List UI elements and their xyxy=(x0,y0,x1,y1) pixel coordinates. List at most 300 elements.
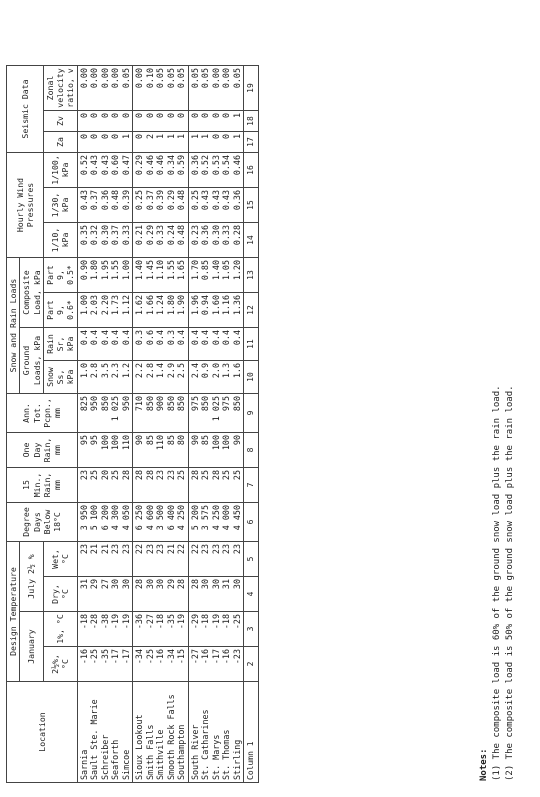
cell-value: 2.8 xyxy=(144,363,155,379)
cell-value: 2.5 xyxy=(176,363,186,379)
cell-value: 30 xyxy=(110,579,120,590)
cell-value: 0.37 xyxy=(110,225,120,246)
column-number: 19 xyxy=(244,66,259,111)
cell-value: 28 xyxy=(120,470,131,481)
zonal-velocity-header: Zonal velocity ratio, v xyxy=(43,66,77,111)
cell-value: 0.00 xyxy=(221,68,231,89)
cell-value: 30 xyxy=(120,579,131,590)
cell-value: 850 xyxy=(165,396,176,412)
cell-value: 0.39 xyxy=(120,190,131,211)
data-cell xyxy=(77,542,133,577)
cell-value: 0.00 xyxy=(78,68,89,89)
cell-value: 28 xyxy=(134,579,144,590)
data-cell xyxy=(133,542,189,577)
snow-rain-header: Snow and Rain Loads xyxy=(7,258,20,394)
cell-value: 850 xyxy=(200,396,210,412)
cell-value: 4 250 xyxy=(176,505,186,531)
data-cell xyxy=(77,66,133,111)
degree-days-header: Degree Days Below 18°C xyxy=(7,503,78,542)
cell-value: 0.05 xyxy=(155,68,165,89)
cell-value: 0.00 xyxy=(99,68,110,89)
cell-value: 850 xyxy=(99,396,110,412)
cell-value: 3 575 xyxy=(200,505,210,531)
cell-value: -16 xyxy=(78,649,89,665)
cell-value: 0.24 xyxy=(165,225,176,246)
cell-value: 5 200 xyxy=(189,505,200,531)
cell-value: 20 xyxy=(99,470,110,481)
cell-value: 0.59 xyxy=(176,155,186,176)
cell-value: -27 xyxy=(144,614,155,630)
cell-value: 0.29 xyxy=(165,190,176,211)
cell-value: 2.20 xyxy=(99,295,110,316)
cell-value: 0.29 xyxy=(144,225,155,246)
location-name: Sault Ste. Marie xyxy=(89,699,99,780)
data-cell xyxy=(77,111,133,132)
cell-value: 21 xyxy=(89,544,99,555)
column-number: Column 1 xyxy=(244,682,259,783)
data-cell xyxy=(188,577,244,612)
cell-value: 710 xyxy=(134,396,144,412)
cell-value: -16 xyxy=(221,649,231,665)
cell-value: 0 xyxy=(210,134,221,140)
column-number: 8 xyxy=(244,433,259,468)
cell-value: 28 xyxy=(189,579,200,590)
cell-value: 0 xyxy=(99,113,110,119)
data-cell xyxy=(77,577,133,612)
cell-value: -28 xyxy=(89,614,99,630)
cell-value: -19 xyxy=(120,614,131,630)
cell-value: 100 xyxy=(110,435,120,451)
cell-value: -19 xyxy=(176,614,186,630)
column-number: 3 xyxy=(244,612,259,647)
cell-value: 23 xyxy=(200,544,210,555)
data-cell xyxy=(188,223,244,258)
cell-value: 1 xyxy=(200,134,210,140)
data-cell xyxy=(188,188,244,223)
cell-value: 22 xyxy=(176,544,186,555)
cell-value: 1.16 xyxy=(221,295,231,316)
data-cell xyxy=(133,503,189,542)
cell-value: 21 xyxy=(99,544,110,555)
column-number: 5 xyxy=(244,542,259,577)
cell-value: 1.00 xyxy=(78,295,89,316)
cell-value: 1 xyxy=(231,113,242,119)
cell-value: 1.00 xyxy=(120,260,131,281)
cell-value: 1.0 xyxy=(78,363,89,379)
data-cell xyxy=(188,612,244,647)
cell-value: 0.9 xyxy=(200,363,210,379)
cell-value: 0 xyxy=(120,113,131,119)
cell-value: 0 xyxy=(89,134,99,140)
column-number: 6 xyxy=(244,503,259,542)
data-cell xyxy=(77,293,133,328)
cell-value: 0.33 xyxy=(221,225,231,246)
location-cell xyxy=(77,682,133,783)
column-number: 14 xyxy=(244,223,259,258)
location-name: Smithville xyxy=(155,729,165,780)
cell-value: 0 xyxy=(165,113,176,119)
cell-value: 0 xyxy=(210,113,221,119)
one-day-rain-header: One Day Rain, mm xyxy=(7,433,78,468)
data-cell xyxy=(133,394,189,433)
column-number: 4 xyxy=(244,577,259,612)
cell-value: 0.21 xyxy=(134,225,144,246)
cell-value: 0.37 xyxy=(144,190,155,211)
cell-value: 0.60 xyxy=(110,155,120,176)
cell-value: 1.90 xyxy=(176,295,186,316)
data-cell xyxy=(188,66,244,111)
column-number: 18 xyxy=(244,111,259,132)
cell-value: 0.46 xyxy=(231,155,242,176)
cell-value: -35 xyxy=(99,649,110,665)
location-cell xyxy=(133,682,189,783)
data-cell xyxy=(77,223,133,258)
cell-value: -25 xyxy=(231,614,242,630)
data-cell xyxy=(188,328,244,361)
cell-value: 4 450 xyxy=(231,505,242,531)
cell-value: 6 400 xyxy=(165,505,176,531)
cell-value: 0.23 xyxy=(189,225,200,246)
cell-value: 0.36 xyxy=(200,225,210,246)
cell-value: 25 xyxy=(110,470,120,481)
data-cell xyxy=(77,188,133,223)
cell-value: 1.80 xyxy=(89,260,99,281)
cell-value: 1.10 xyxy=(155,260,165,281)
data-cell xyxy=(77,394,133,433)
location-name: Schreiber xyxy=(99,734,110,780)
location-name: Sarnia xyxy=(78,749,89,780)
cell-value: 0.3 xyxy=(165,330,176,346)
hourly-wind-header: Hourly Wind Pressures xyxy=(7,153,44,258)
cell-value: 0.47 xyxy=(120,155,131,176)
cell-value: -34 xyxy=(134,649,144,665)
cell-value: -23 xyxy=(231,649,242,665)
cell-value: 1.95 xyxy=(99,260,110,281)
cell-value: 0.4 xyxy=(221,330,231,346)
table-body xyxy=(77,66,244,783)
cell-value: 0.05 xyxy=(165,68,176,89)
column-number-row xyxy=(244,66,259,783)
cell-value: 1.55 xyxy=(110,260,120,281)
cell-value: 0.4 xyxy=(200,330,210,346)
cell-value: 0.4 xyxy=(210,330,221,346)
data-cell xyxy=(188,468,244,503)
cell-value: 0 xyxy=(221,134,231,140)
cell-value: 0.32 xyxy=(89,225,99,246)
cell-value: 1 xyxy=(176,134,186,140)
cell-value: 30 xyxy=(200,579,210,590)
cell-value: 0 xyxy=(144,113,155,119)
cell-value: 0.4 xyxy=(231,330,242,346)
data-cell xyxy=(188,293,244,328)
cell-value: 110 xyxy=(155,435,165,451)
cell-value: 0.36 xyxy=(99,190,110,211)
cell-value: 23 xyxy=(78,544,89,555)
cell-value: 0 xyxy=(176,113,186,119)
cell-value: -17 xyxy=(110,649,120,665)
cell-value: 0.6 xyxy=(144,330,155,346)
location-name: Southampton xyxy=(176,724,186,780)
cell-value: 2 xyxy=(144,134,155,140)
cell-value: 0.4 xyxy=(176,330,186,346)
cell-value: 28 xyxy=(210,470,221,481)
cell-value: 0 xyxy=(110,134,120,140)
cell-value: -17 xyxy=(120,649,131,665)
cell-value: 1.45 xyxy=(144,260,155,281)
data-cell xyxy=(133,328,189,361)
cell-value: 0.25 xyxy=(189,190,200,211)
cell-value: 29 xyxy=(165,579,176,590)
cell-value: 1.6 xyxy=(231,363,242,379)
cell-value: -25 xyxy=(144,649,155,665)
cell-value: 95 xyxy=(78,435,89,446)
cell-value: 0.43 xyxy=(210,190,221,211)
cell-value: 0.00 xyxy=(134,68,144,89)
data-cell xyxy=(77,468,133,503)
data-cell xyxy=(188,153,244,188)
jan-25-header: 2½%, °C xyxy=(43,647,77,682)
data-cell xyxy=(77,612,133,647)
part-9-05-header: Part 9, 0.5* xyxy=(43,258,77,293)
cell-value: 22 xyxy=(134,544,144,555)
cell-value: 0.36 xyxy=(231,190,242,211)
cell-value: 0 xyxy=(110,113,120,119)
cell-value: 900 xyxy=(155,396,165,412)
cell-value: -19 xyxy=(210,614,221,630)
cell-value: 0.48 xyxy=(176,190,186,211)
data-cell xyxy=(133,111,189,132)
table-row-group xyxy=(133,66,189,783)
cell-value: 0.05 xyxy=(176,68,186,89)
notes-title: Notes: xyxy=(479,748,489,781)
cell-value: 1 025 xyxy=(210,396,221,422)
cell-value: 23 xyxy=(144,544,155,555)
cell-value: 1 xyxy=(189,134,200,140)
cell-value: 31 xyxy=(78,579,89,590)
july-dry-header: Dry, °C xyxy=(43,577,77,612)
location-name: Smooth Rock Falls xyxy=(165,694,176,780)
cell-value: 28 xyxy=(176,579,186,590)
cell-value: 0.39 xyxy=(155,190,165,211)
cell-value: -18 xyxy=(155,614,165,630)
july-header: July 2½ % xyxy=(20,542,44,612)
cell-value: 1.4 xyxy=(155,363,165,379)
data-cell xyxy=(133,132,189,153)
location-name: St. Catharines xyxy=(200,709,210,780)
jan-1-header: 1%, °C xyxy=(43,612,77,647)
cell-value: 0.25 xyxy=(134,190,144,211)
seismic-header: Seismic Data xyxy=(7,66,44,153)
cell-value: 23 xyxy=(221,544,231,555)
data-cell xyxy=(133,153,189,188)
cell-value: 2.4 xyxy=(189,363,200,379)
notes xyxy=(478,385,517,781)
location-name: Stirling xyxy=(231,739,242,780)
cell-value: 1 xyxy=(120,134,131,140)
data-cell xyxy=(133,258,189,293)
table-row-group xyxy=(77,66,133,783)
data-cell xyxy=(188,433,244,468)
cell-value: 90 xyxy=(134,435,144,446)
rain-sr-header: Rain Sr, kPa xyxy=(43,328,77,361)
cell-value: 30 xyxy=(144,579,155,590)
cell-value: 850 xyxy=(231,396,242,412)
cell-value: 2.3 xyxy=(110,363,120,379)
cell-value: 1.70 xyxy=(189,260,200,281)
data-cell xyxy=(133,612,189,647)
cell-value: -16 xyxy=(200,649,210,665)
cell-value: 1.73 xyxy=(110,295,120,316)
cell-value: 28 xyxy=(144,470,155,481)
cell-value: 0.29 xyxy=(134,155,144,176)
cell-value: 85 xyxy=(165,435,176,446)
cell-value: -34 xyxy=(165,649,176,665)
cell-value: 23 xyxy=(165,470,176,481)
cell-value: 825 xyxy=(78,396,89,412)
cell-value: 0.90 xyxy=(78,260,89,281)
cell-value: 3.5 xyxy=(99,363,110,379)
cell-value: 1 xyxy=(155,134,165,140)
wind-1-10-header: 1/10, kPa xyxy=(43,223,77,258)
data-cell xyxy=(133,361,189,394)
cell-value: -29 xyxy=(189,614,200,630)
cell-value: 0.28 xyxy=(231,225,242,246)
cell-value: 1.62 xyxy=(134,295,144,316)
cell-value: -35 xyxy=(165,614,176,630)
cell-value: 4 600 xyxy=(144,505,155,531)
column-number: 16 xyxy=(244,153,259,188)
cell-value: 0.00 xyxy=(210,68,221,89)
cell-value: 23 xyxy=(155,470,165,481)
cell-value: 0.34 xyxy=(165,155,176,176)
column-number: 17 xyxy=(244,132,259,153)
cell-value: 1.05 xyxy=(221,260,231,281)
data-cell xyxy=(188,542,244,577)
cell-value: 100 xyxy=(99,435,110,451)
cell-value: 85 xyxy=(144,435,155,446)
location-name: Simcoe xyxy=(120,749,131,780)
cell-value: 29 xyxy=(89,579,99,590)
column-number: 7 xyxy=(244,468,259,503)
cell-value: 850 xyxy=(144,396,155,412)
cell-value: -38 xyxy=(99,614,110,630)
cell-value: 0.43 xyxy=(78,190,89,211)
cell-value: 0.33 xyxy=(155,225,165,246)
cell-value: 5 100 xyxy=(89,505,99,531)
column-number: 9 xyxy=(244,394,259,433)
cell-value: 0.43 xyxy=(200,190,210,211)
annual-precip-header: Ann. Tot. Pcpn., mm xyxy=(7,394,78,433)
cell-value: 3 500 xyxy=(155,505,165,531)
cell-value: 0.4 xyxy=(120,330,131,346)
cell-value: 975 xyxy=(221,396,231,412)
cell-value: 0.00 xyxy=(110,68,120,89)
cell-value: 0.35 xyxy=(78,225,89,246)
data-cell xyxy=(77,361,133,394)
cell-value: 90 xyxy=(189,435,200,446)
data-cell xyxy=(133,647,189,682)
cell-value: 30 xyxy=(231,579,242,590)
cell-value: -18 xyxy=(78,614,89,630)
data-cell xyxy=(77,433,133,468)
cell-value: 1.3 xyxy=(221,363,231,379)
cell-value: 30 xyxy=(155,579,165,590)
cell-value: 0.30 xyxy=(210,225,221,246)
cell-value: 1 025 xyxy=(110,396,120,422)
cell-value: 1 xyxy=(231,134,242,140)
cell-value: 25 xyxy=(89,470,99,481)
data-cell xyxy=(188,111,244,132)
cell-value: 25 xyxy=(231,470,242,481)
column-number: 10 xyxy=(244,361,259,394)
cell-value: 31 xyxy=(221,579,231,590)
cell-value: -19 xyxy=(110,614,120,630)
cell-value: 2.8 xyxy=(89,363,99,379)
cell-value: 0 xyxy=(155,113,165,119)
part-9-06-header: Part 9, 0.6* xyxy=(43,293,77,328)
note-1: (1) The composite load is 60% of the ground snow load plus the rain load. xyxy=(492,385,503,781)
cell-value: 0.52 xyxy=(78,155,89,176)
cell-value: 0.30 xyxy=(99,225,110,246)
cell-value: 0.36 xyxy=(189,155,200,176)
cell-value: 1.60 xyxy=(210,295,221,316)
cell-value: 0 xyxy=(78,134,89,140)
location-name: South River xyxy=(189,724,200,780)
note-2: (2) The composite load is 50% of the ground snow load plus the rain load. xyxy=(505,385,516,781)
cell-value: 0 xyxy=(134,113,144,119)
cell-value: 4 300 xyxy=(110,505,120,531)
cell-value: 1.40 xyxy=(210,260,221,281)
cell-value: 1.80 xyxy=(165,295,176,316)
cell-value: 28 xyxy=(189,470,200,481)
cell-value: 1.24 xyxy=(155,295,165,316)
location-name: Sioux Lookout xyxy=(134,714,144,780)
cell-value: 6 250 xyxy=(134,505,144,531)
location-name: St. Thomas xyxy=(221,729,231,780)
data-cell xyxy=(188,394,244,433)
data-cell xyxy=(133,433,189,468)
cell-value: 0.43 xyxy=(89,155,99,176)
cell-value: 110 xyxy=(120,435,131,451)
cell-value: 0.33 xyxy=(120,225,131,246)
cell-value: -18 xyxy=(221,614,231,630)
cell-value: 2.0 xyxy=(210,363,221,379)
july-wet-header: Wet, °C xyxy=(43,542,77,577)
column-number: 2 xyxy=(244,647,259,682)
cell-value: 0.05 xyxy=(200,68,210,89)
composite-load-header: Composite Load, kPa xyxy=(20,258,44,328)
data-cell xyxy=(188,361,244,394)
wind-1-100-header: 1/100, kPa xyxy=(43,153,77,188)
cell-value: 85 xyxy=(200,435,210,446)
data-cell xyxy=(77,258,133,293)
cell-value: 27 xyxy=(99,579,110,590)
cell-value: 25 xyxy=(176,470,186,481)
cell-value: 0.43 xyxy=(99,155,110,176)
data-cell xyxy=(77,328,133,361)
cell-value: 0.52 xyxy=(200,155,210,176)
cell-value: 1.65 xyxy=(176,260,186,281)
cell-value: 0 xyxy=(189,113,200,119)
cell-value: 0.48 xyxy=(176,225,186,246)
cell-value: 850 xyxy=(176,396,186,412)
cell-value: 95 xyxy=(89,435,99,446)
data-cell xyxy=(133,223,189,258)
cell-value: 0.05 xyxy=(189,68,200,89)
data-cell xyxy=(188,258,244,293)
cell-value: 0.53 xyxy=(210,155,221,176)
cell-value: 2.03 xyxy=(89,295,99,316)
